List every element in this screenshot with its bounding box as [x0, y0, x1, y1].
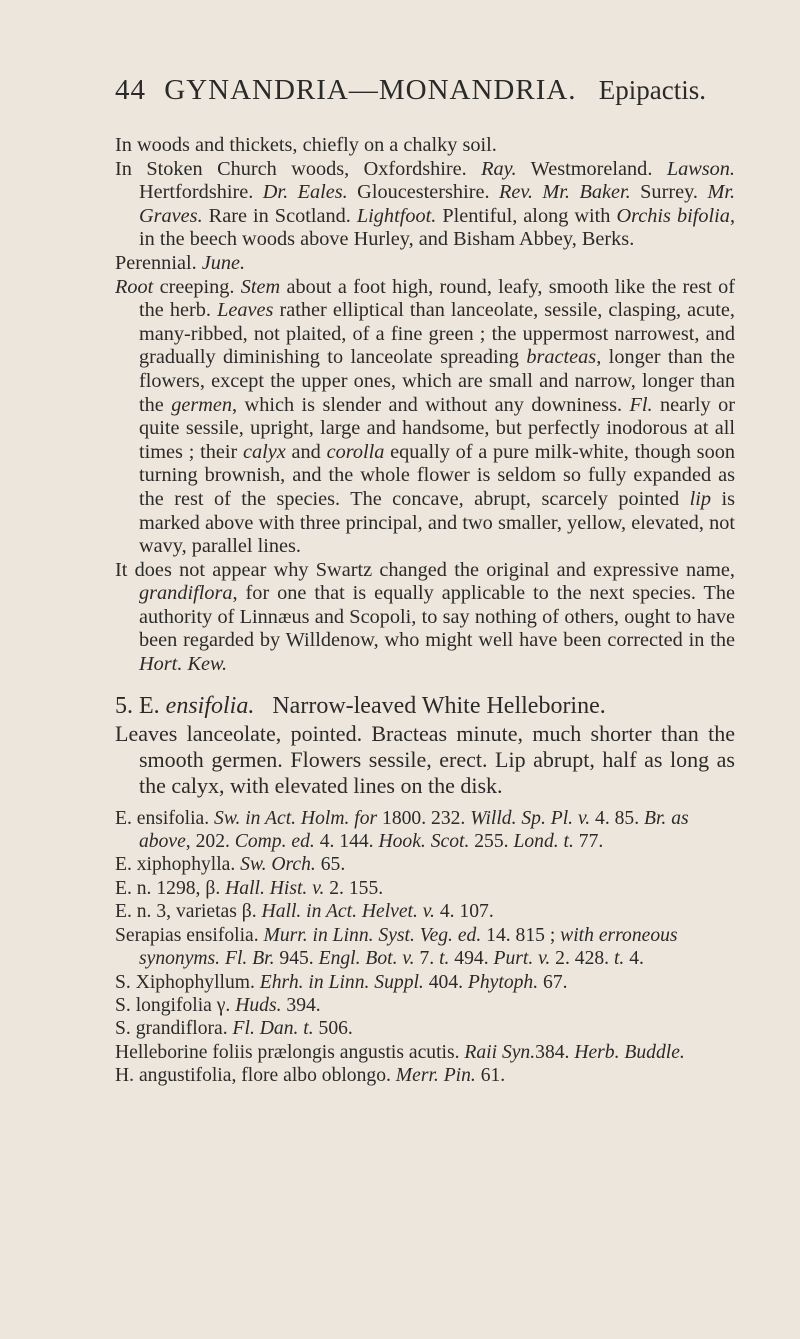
- habitat-paragraph: In woods and thickets, chiefly on a chalky soil.: [115, 134, 497, 156]
- localities-paragraph: In Stoken Church woods, Oxfordshire. Ray. Westmoreland. Lawson. Hertfordshire. Dr. Eales. Gloucestershire. Rev. Mr. Baker. Surrey. Mr. Graves. Rare in Scotland. Lightfoot. Plentiful, along with Orchis bifolia, in the beech woods above Hurley, and Bisham Abbey, Berks.: [115, 157, 736, 251]
- synonym-entry: Helleborine foliis prælongis angustis acutis. Raii Syn.384. Herb. Buddle.: [115, 1041, 685, 1063]
- page-title: GYNANDRIA—MONANDRIA.: [164, 74, 577, 106]
- synonym-entry: S. Xiphophyllum. Ehrh. in Linn. Suppl. 404. Phytoph. 67.: [115, 971, 568, 993]
- species-heading: 5. E. ensifolia. Narrow-leaved White Helleborine.: [115, 692, 606, 719]
- synonym-entry: Serapias ensifolia. Murr. in Linn. Syst. Veg. ed. 14. 815 ; with erroneous synonyms. Fl. Br. 945. Engl. Bot. v. 7. t. 494. Purt. v. 2. 428. t. 4.: [115, 924, 678, 970]
- synonym-entry: E. ensifolia. Sw. in Act. Holm. for 1800. 232. Willd. Sp. Pl. v. 4. 85. Br. as above, 202. Comp. ed. 4. 144. Hook. Scot. 255. Lond. t. 77.: [115, 807, 689, 853]
- genus-name: Epipactis.: [598, 75, 707, 105]
- running-header: [115, 74, 706, 107]
- page-number: 44: [115, 74, 146, 106]
- synonym-list: [115, 807, 735, 1088]
- synonym-entry: E. n. 3, varietas β. Hall. in Act. Helvet. v. 4. 107.: [115, 901, 494, 923]
- synonym-entry: H. angustifolia, flore albo oblongo. Merr. Pin. 61.: [115, 1065, 506, 1087]
- main-text: [115, 134, 735, 1088]
- species-diagnosis: Leaves lanceolate, pointed. Bracteas minute, much shorter than the smooth germen. Flowers sessile, erect. Lip abrupt, half as long as the calyx, with elevated lines on the disk.: [115, 720, 735, 798]
- synonym-entry: E. n. 1298, β. Hall. Hist. v. 2. 155.: [115, 877, 384, 899]
- synonym-entry: S. grandiflora. Fl. Dan. t. 506.: [115, 1018, 353, 1040]
- description-paragraph: Root creeping. Stem about a foot high, round, leafy, smooth like the rest of the herb. Leaves rather elliptical than lanceolate, sessile, clasping, acute, many-ribbed, not plaited, of a fine green ; the uppermost narrowest, and gradually diminishing to lanceolate spreading bracteas, longer than the flowers, except the upper ones, which are small and narrow, longer than the germen, which is slender and without any downiness. Fl. nearly or quite sessile, upright, large and handsome, but perfectly inodorous at all times ; their calyx and corolla equally of a pure milk-white, though soon turning brownish, and the whole flower is seldom so fully expanded as the rest of the species. The concave, abrupt, scarcely pointed lip is marked above with three principal, and two smaller, yellow, elevated, not wavy, parallel lines.: [115, 275, 735, 558]
- note-paragraph: It does not appear why Swartz changed the original and expressive name, grandiflora, for one that is equally applicable to the next species. The authority of Linnæus and Scopoli, to say nothing of others, ought to have been regarded by Willdenow, who might well have been corrected in the Hort. Kew.: [115, 558, 735, 676]
- duration-paragraph: Perennial. June.: [115, 251, 246, 274]
- synonym-entry: E. xiphophylla. Sw. Orch. 65.: [115, 854, 346, 876]
- synonym-entry: S. longifolia γ. Huds. 394.: [115, 994, 321, 1016]
